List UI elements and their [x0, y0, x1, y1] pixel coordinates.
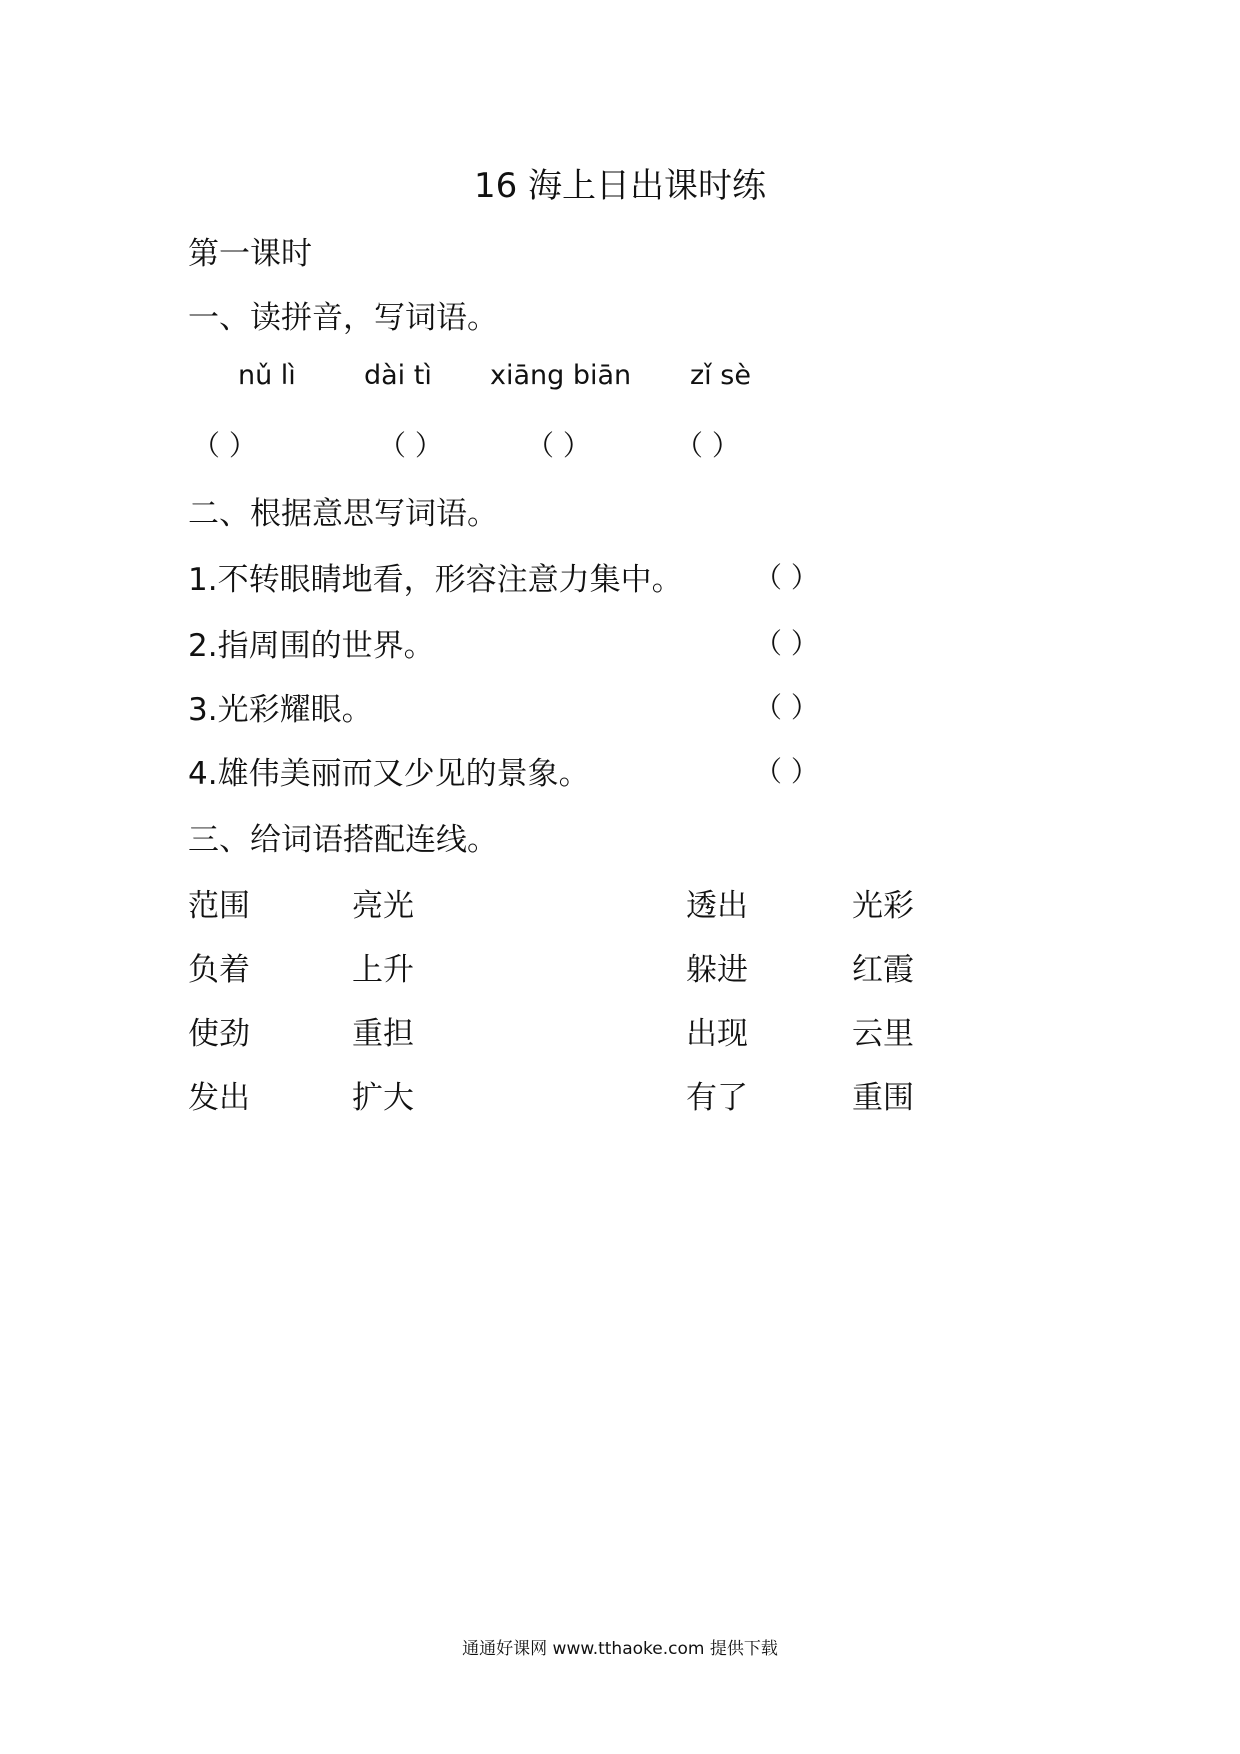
match-word[interactable]: 有了: [686, 1080, 748, 1116]
match-word[interactable]: 发出: [188, 1080, 250, 1116]
match-word[interactable]: 云里: [852, 1016, 914, 1052]
match-word[interactable]: 扩大: [352, 1080, 414, 1116]
answer-blank-2[interactable]: （ ）: [378, 429, 443, 462]
lesson-label: 第一课时: [188, 236, 312, 272]
pinyin-3: xiāng biān: [490, 360, 632, 391]
section1-heading: 一、读拼音，写词语。: [188, 300, 498, 336]
definition-item-3: 3.光彩耀眼。: [188, 692, 373, 728]
page-title: 16 海上日出课时练: [473, 166, 767, 206]
definition-item-2: 2.指周围的世界。: [188, 628, 435, 664]
pinyin-2: dài tì: [364, 360, 432, 391]
match-word[interactable]: 负着: [188, 952, 250, 988]
definition-blank-2[interactable]: （ ）: [754, 627, 819, 660]
section2-heading: 二、根据意思写词语。: [188, 496, 498, 532]
definition-item-1: 1.不转眼睛地看，形容注意力集中。: [188, 562, 683, 598]
footer-source: 通通好课网 www.tthaoke.com 提供下载: [462, 1639, 778, 1659]
definition-blank-1[interactable]: （ ）: [754, 561, 819, 594]
match-word[interactable]: 重担: [352, 1016, 414, 1052]
match-word[interactable]: 上升: [352, 952, 414, 988]
section3-heading: 三、给词语搭配连线。: [188, 822, 498, 858]
answer-blank-1[interactable]: （ ）: [192, 429, 257, 462]
match-word[interactable]: 躲进: [686, 952, 748, 988]
match-word[interactable]: 亮光: [352, 888, 414, 924]
match-word[interactable]: 光彩: [852, 888, 914, 924]
definition-blank-3[interactable]: （ ）: [754, 691, 819, 724]
match-word[interactable]: 范围: [188, 888, 250, 924]
answer-blank-4[interactable]: （ ）: [675, 429, 740, 462]
pinyin-1: nǔ lì: [238, 360, 296, 391]
match-word[interactable]: 使劲: [188, 1016, 250, 1052]
pinyin-4: zǐ sè: [690, 360, 751, 391]
match-word[interactable]: 红霞: [852, 952, 914, 988]
match-word[interactable]: 透出: [686, 888, 748, 924]
definition-blank-4[interactable]: （ ）: [754, 755, 819, 788]
definition-item-4: 4.雄伟美丽而又少见的景象。: [188, 756, 590, 792]
match-word[interactable]: 重围: [852, 1080, 914, 1116]
match-word[interactable]: 出现: [686, 1016, 748, 1052]
answer-blank-3[interactable]: （ ）: [526, 429, 591, 462]
